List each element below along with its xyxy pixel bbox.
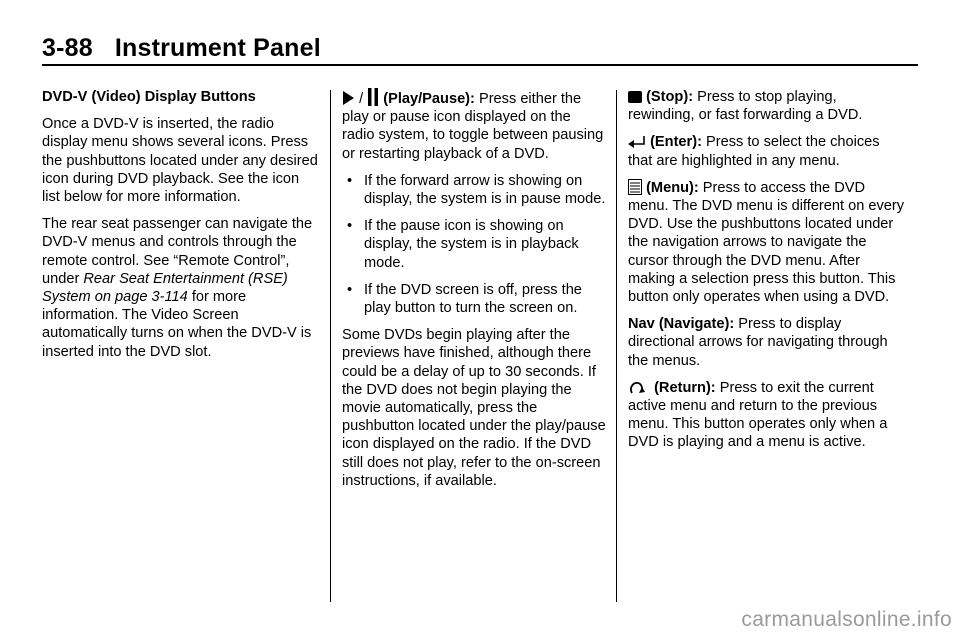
nav-entry xyxy=(628,315,906,370)
menu-icon xyxy=(628,179,642,195)
play-pause-label: (Play/Pause): xyxy=(383,91,475,107)
bullet-text: If the DVD screen is off, press the play button to turn the screen on. xyxy=(364,281,582,317)
column-1 xyxy=(42,88,320,370)
section-heading: DVD-V (Video) Display Buttons xyxy=(42,89,256,105)
stop-text: Press to stop playing, rewinding, or fast forwarding a DVD. xyxy=(628,89,863,124)
enter-icon xyxy=(628,135,646,149)
list-item xyxy=(342,217,606,272)
menu-text: Press to access the DVD menu. The DVD menu is different on every DVD. Use the pushbuttons located under the navigation arrows to navigate the cursor through the DVD menu. After making a selection press this button. This button only operates when using a DVD. xyxy=(628,179,905,306)
paragraph-remote xyxy=(42,215,320,361)
menu-label: (Menu): xyxy=(646,179,699,196)
rse-reference-link[interactable]: Rear Seat Entertainment (RSE) System on page 3-114 xyxy=(42,270,288,306)
play-pause-text: Press either the play or pause icon displayed on the radio system, to toggle between pausing or restarting playback of a DVD. xyxy=(342,91,604,162)
stop-label: (Stop): xyxy=(646,89,694,105)
bullet-text: If the forward arrow is showing on display, the system is in pause mode. xyxy=(364,172,606,208)
remote-text-b: for more information. The Video Screen automatically turns on when the DVD-V is inserted into the DVD slot. xyxy=(42,289,312,360)
bullet-text: If the pause icon is showing on display, the system is in playback mode. xyxy=(364,218,579,271)
header-rule xyxy=(42,64,918,66)
enter-label: (Enter): xyxy=(650,134,702,151)
paragraph-intro: Once a DVD-V is inserted, the radio display menu shows several icons. Press the pushbuttons located under any desired icon during DVD playback. See the icon list below for more information. xyxy=(42,116,318,206)
enter-entry xyxy=(628,133,906,169)
return-entry xyxy=(628,379,906,452)
bullet-marker: • xyxy=(347,172,353,189)
remote-text-a: The rear seat passenger can navigate the DVD-V menus and controls through the remote control. See “Remote Control”, under xyxy=(42,216,313,287)
column-3 xyxy=(628,88,906,461)
play-icon xyxy=(342,90,355,106)
list-item xyxy=(342,172,606,208)
stop-entry xyxy=(628,88,906,124)
enter-text: Press to select the choices that are highlighted in any menu. xyxy=(628,134,880,169)
mode-bullet-list xyxy=(342,172,606,317)
return-icon xyxy=(628,381,650,395)
watermark: carmanualsonline.info xyxy=(741,608,952,631)
slash-separator: / xyxy=(359,91,364,107)
column-2 xyxy=(342,88,606,499)
column-divider-2 xyxy=(616,90,617,602)
section-title: Instrument Panel xyxy=(114,34,321,62)
paragraph-delay: Some DVDs begin playing after the previews have finished, although there could be a delay of up to 30 seconds. If the DVD does not begin playing the movie automatically, press the pushbutton located under the play/pause icon displayed on the radio. If the DVD still does not play, refer to the on-screen instructions, if available. xyxy=(342,327,606,489)
play-pause-entry xyxy=(342,88,606,163)
return-label: (Return): xyxy=(654,379,716,396)
column-divider-1 xyxy=(330,90,331,602)
return-text: Press to exit the current active menu and return to the previous menu. This button operates only when a DVD is playing and a menu is active. xyxy=(628,379,888,451)
nav-text: Press to display directional arrows for navigating through the menus. xyxy=(628,316,888,369)
pause-icon xyxy=(367,88,379,106)
bullet-marker: • xyxy=(347,218,353,235)
page-header xyxy=(42,34,321,63)
stop-icon xyxy=(628,90,642,104)
menu-entry xyxy=(628,179,906,306)
page-number: 3-88 xyxy=(42,34,93,62)
nav-label: Nav (Navigate): xyxy=(628,316,735,333)
bullet-marker: • xyxy=(347,281,353,298)
list-item xyxy=(342,281,606,317)
